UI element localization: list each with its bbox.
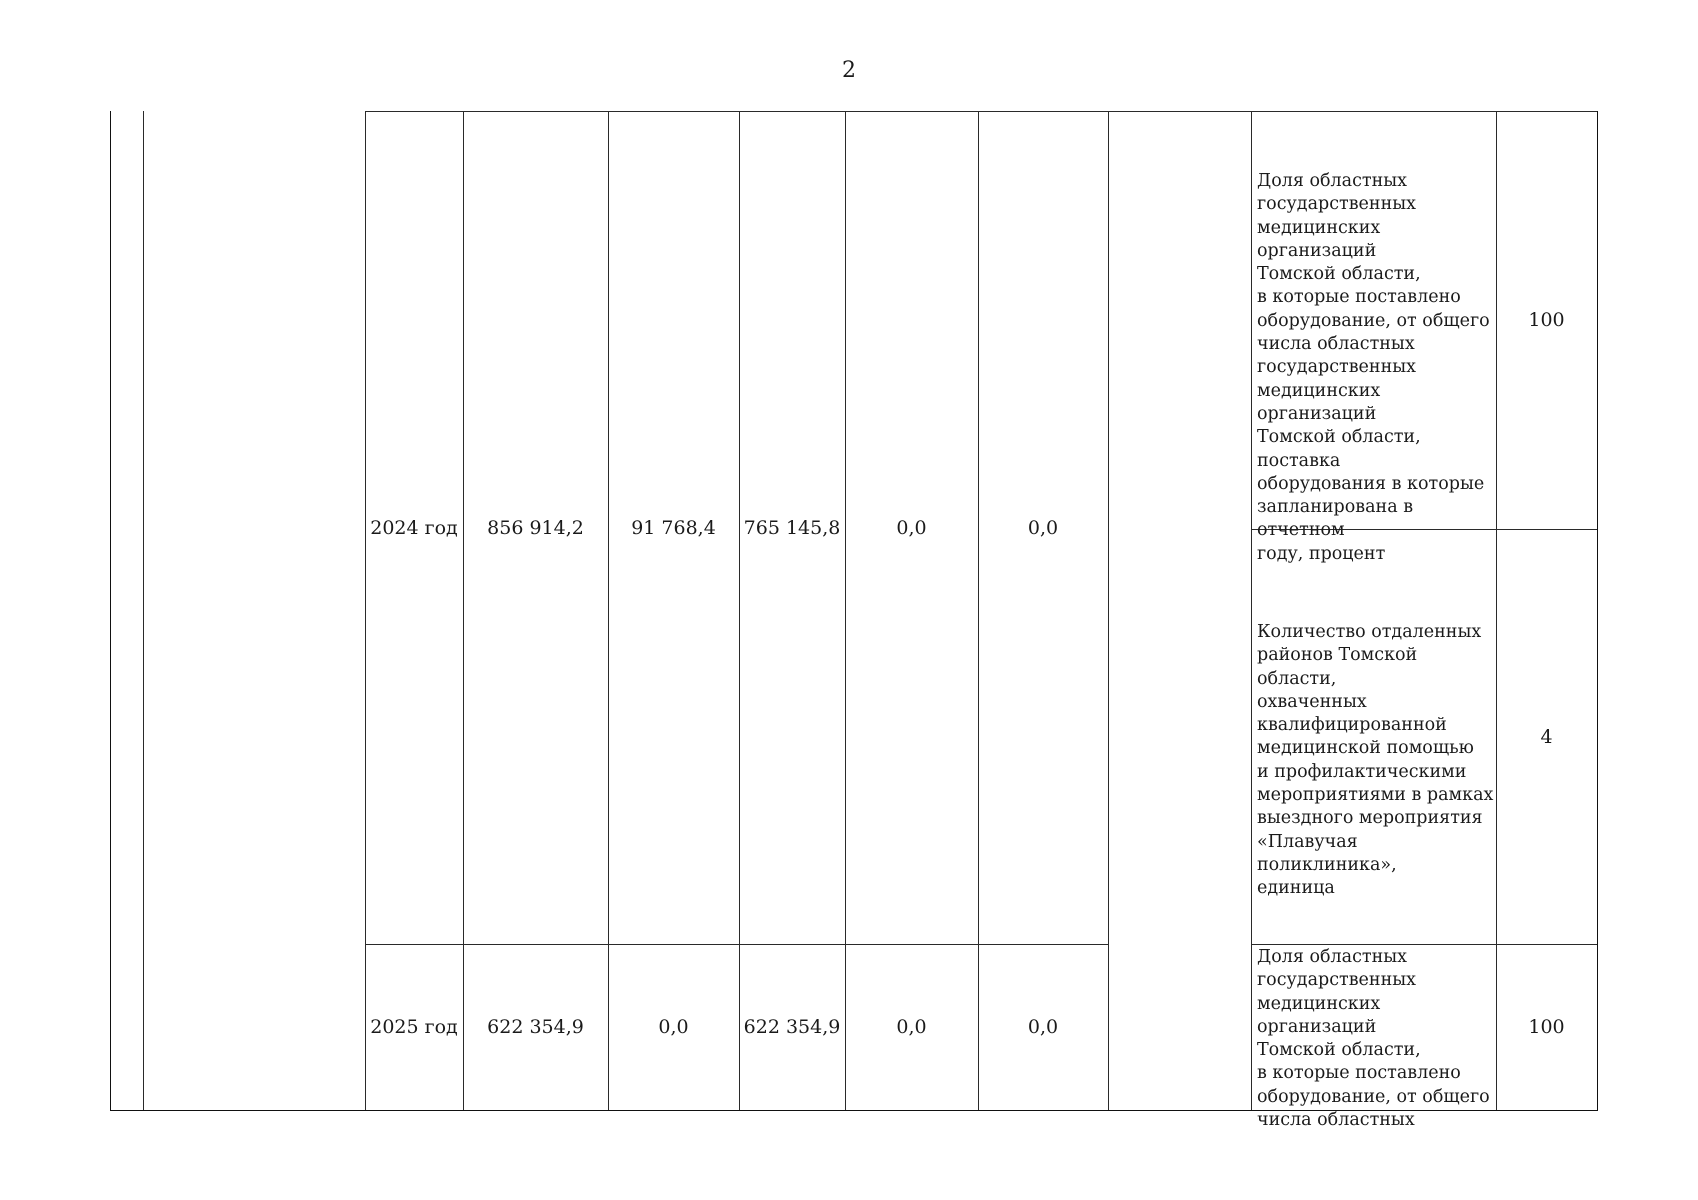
table-column-divider [143, 111, 144, 1111]
table-border-left [110, 111, 111, 1111]
page-number: 2 [842, 58, 856, 83]
table-column-divider [1108, 111, 1109, 1111]
table-border-right [1597, 111, 1598, 1111]
indicator-value: 4 [1540, 725, 1553, 748]
value-cell: 91 768,4 [631, 516, 716, 539]
indicator-value: 100 [1528, 309, 1565, 331]
value-cell: 0,0 [896, 516, 927, 539]
value-cell: 0,0 [1027, 516, 1059, 539]
indicator-value: 100 [1528, 1016, 1565, 1038]
year-cell: 2025 год [370, 1016, 458, 1038]
value-cell: 0,0 [896, 1016, 927, 1038]
total-cell: 856 914,2 [487, 516, 584, 539]
year-cell: 2024 год [370, 516, 458, 539]
value-cell: 0,0 [1027, 1016, 1059, 1038]
value-cell: 622 354,9 [743, 1016, 841, 1038]
indicator-text: Доля областных государственных медицинских организаций Томской области, в которые поставлено оборудование, от общего числа областных [1257, 947, 1490, 1131]
value-cell: 765 145,8 [743, 516, 841, 539]
value-cell: 0,0 [658, 1016, 689, 1038]
indicator-text: Количество отдаленных районов Томской области, охваченных квалифицированной медицинской помощью и профилактическими мероприятиями в рамках выездного мероприятия «Плавучая поликлиника», единица [1257, 622, 1494, 899]
total-cell: 622 354,9 [487, 1016, 584, 1038]
indicator-text: Доля областных государственных медицинских организаций Томской области, в которые поставлено оборудование, от общего числа областных государственных медицинских организаций Томской области, поставка оборудования в которые запланирована в отчетном году, процент [1257, 171, 1490, 564]
